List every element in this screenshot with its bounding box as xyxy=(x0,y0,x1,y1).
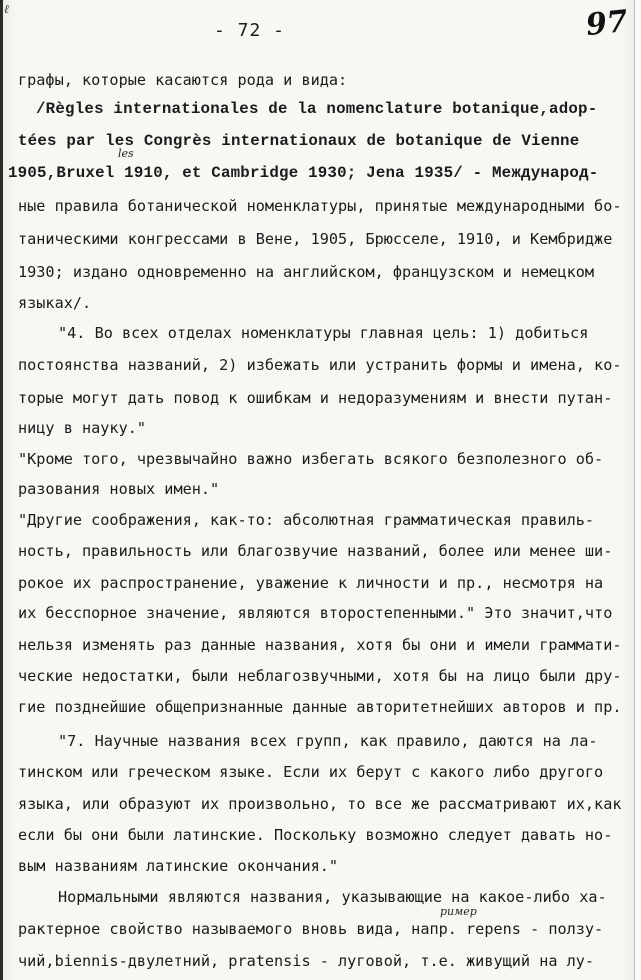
corner-mark: ℓ xyxy=(4,2,9,16)
text-line: ческие недостатки, были неблагозвучными, хотя бы на лицо были дру- xyxy=(18,667,622,685)
text-line: вым названиям латинские окончания." xyxy=(18,857,339,875)
text-line: графы, которые касаются рода и вида: xyxy=(18,71,348,89)
text-line: "4. Во всех отделах номенклатуры главная цель: 1) добиться xyxy=(58,324,589,342)
text-line: ницу в науку." xyxy=(18,419,147,437)
text-line: рактерное свойство называемого вновь вида, напр. repens - ползу- xyxy=(18,920,604,938)
left-page-edge xyxy=(0,0,3,980)
text-line: таническими конгрессами в Вене, 1905, Брюсселе, 1910, и Кембридже xyxy=(18,230,613,248)
text-line: чий,biennis-двулетний, pratensis - луговой, т.е. живущий на лу- xyxy=(18,952,595,970)
text-line: 1905,Bruxel 1910, et Cambridge 1930; Jena 1935/ - Междунарoд- xyxy=(8,164,599,182)
text-line: гие позднейшие общепризнанные данные авторитетнейших авторов и пр. xyxy=(18,698,622,716)
text-line: языка, или образуют их произвольно, то все же рассматривают их,как xyxy=(18,795,622,813)
text-line: нельзя изменять раз данные названия, хотя бы они и имели граммати- xyxy=(18,636,622,654)
handwritten-note-imer: ример xyxy=(440,905,477,918)
text-line: разования новых имен." xyxy=(18,480,220,498)
page-number: - 72 - xyxy=(214,20,286,41)
text-line: tées par les Congrès internationaux de botanique de Vienne xyxy=(18,132,580,150)
text-line: 1930; издано одновременно на английском, французском и немецком xyxy=(18,263,595,281)
text-line: рокое их распространение, уважение к личности и пр., несмотря на xyxy=(18,574,604,592)
text-line: языках/. xyxy=(18,294,92,312)
handwritten-page-number: 97 xyxy=(584,3,630,44)
text-line: постоянства названий, 2) избежать или устранить формы и имена, ко- xyxy=(18,356,622,374)
text-line: Нормальными являются названия, указывающие на какое-либо ха- xyxy=(58,888,607,906)
text-line: их бесспорное значение, являются второстепенными." Это значит,что xyxy=(18,604,613,622)
text-line: если бы они были латинские. Поскольку возможно следует давать но- xyxy=(18,826,613,844)
right-page-edge xyxy=(634,0,641,980)
text-line: "Кроме того, чрезвычайно важно избегать всякого безполезного об- xyxy=(18,450,604,468)
text-line: торые могут дать повод к ошибкам и недоразумениям и внести путан- xyxy=(18,389,613,407)
text-line: ность, правильность или благозвучие названий, более или менее ши- xyxy=(18,542,613,560)
handwritten-note-les: les xyxy=(118,147,134,160)
text-line: ные правила ботанической номенклатуры, принятые международными бо- xyxy=(18,197,622,215)
text-line: "7. Научные названия всех групп, как правило, даются на ла- xyxy=(58,732,598,750)
text-line: тинском или греческом языке. Если их берут с какого либо другого xyxy=(18,763,604,781)
text-line: "Другие соображения, как-то: абсолютная грамматическая правиль- xyxy=(18,511,595,529)
text-line: /Règles internationales de la nomenclature botanique,adop- xyxy=(36,100,598,118)
